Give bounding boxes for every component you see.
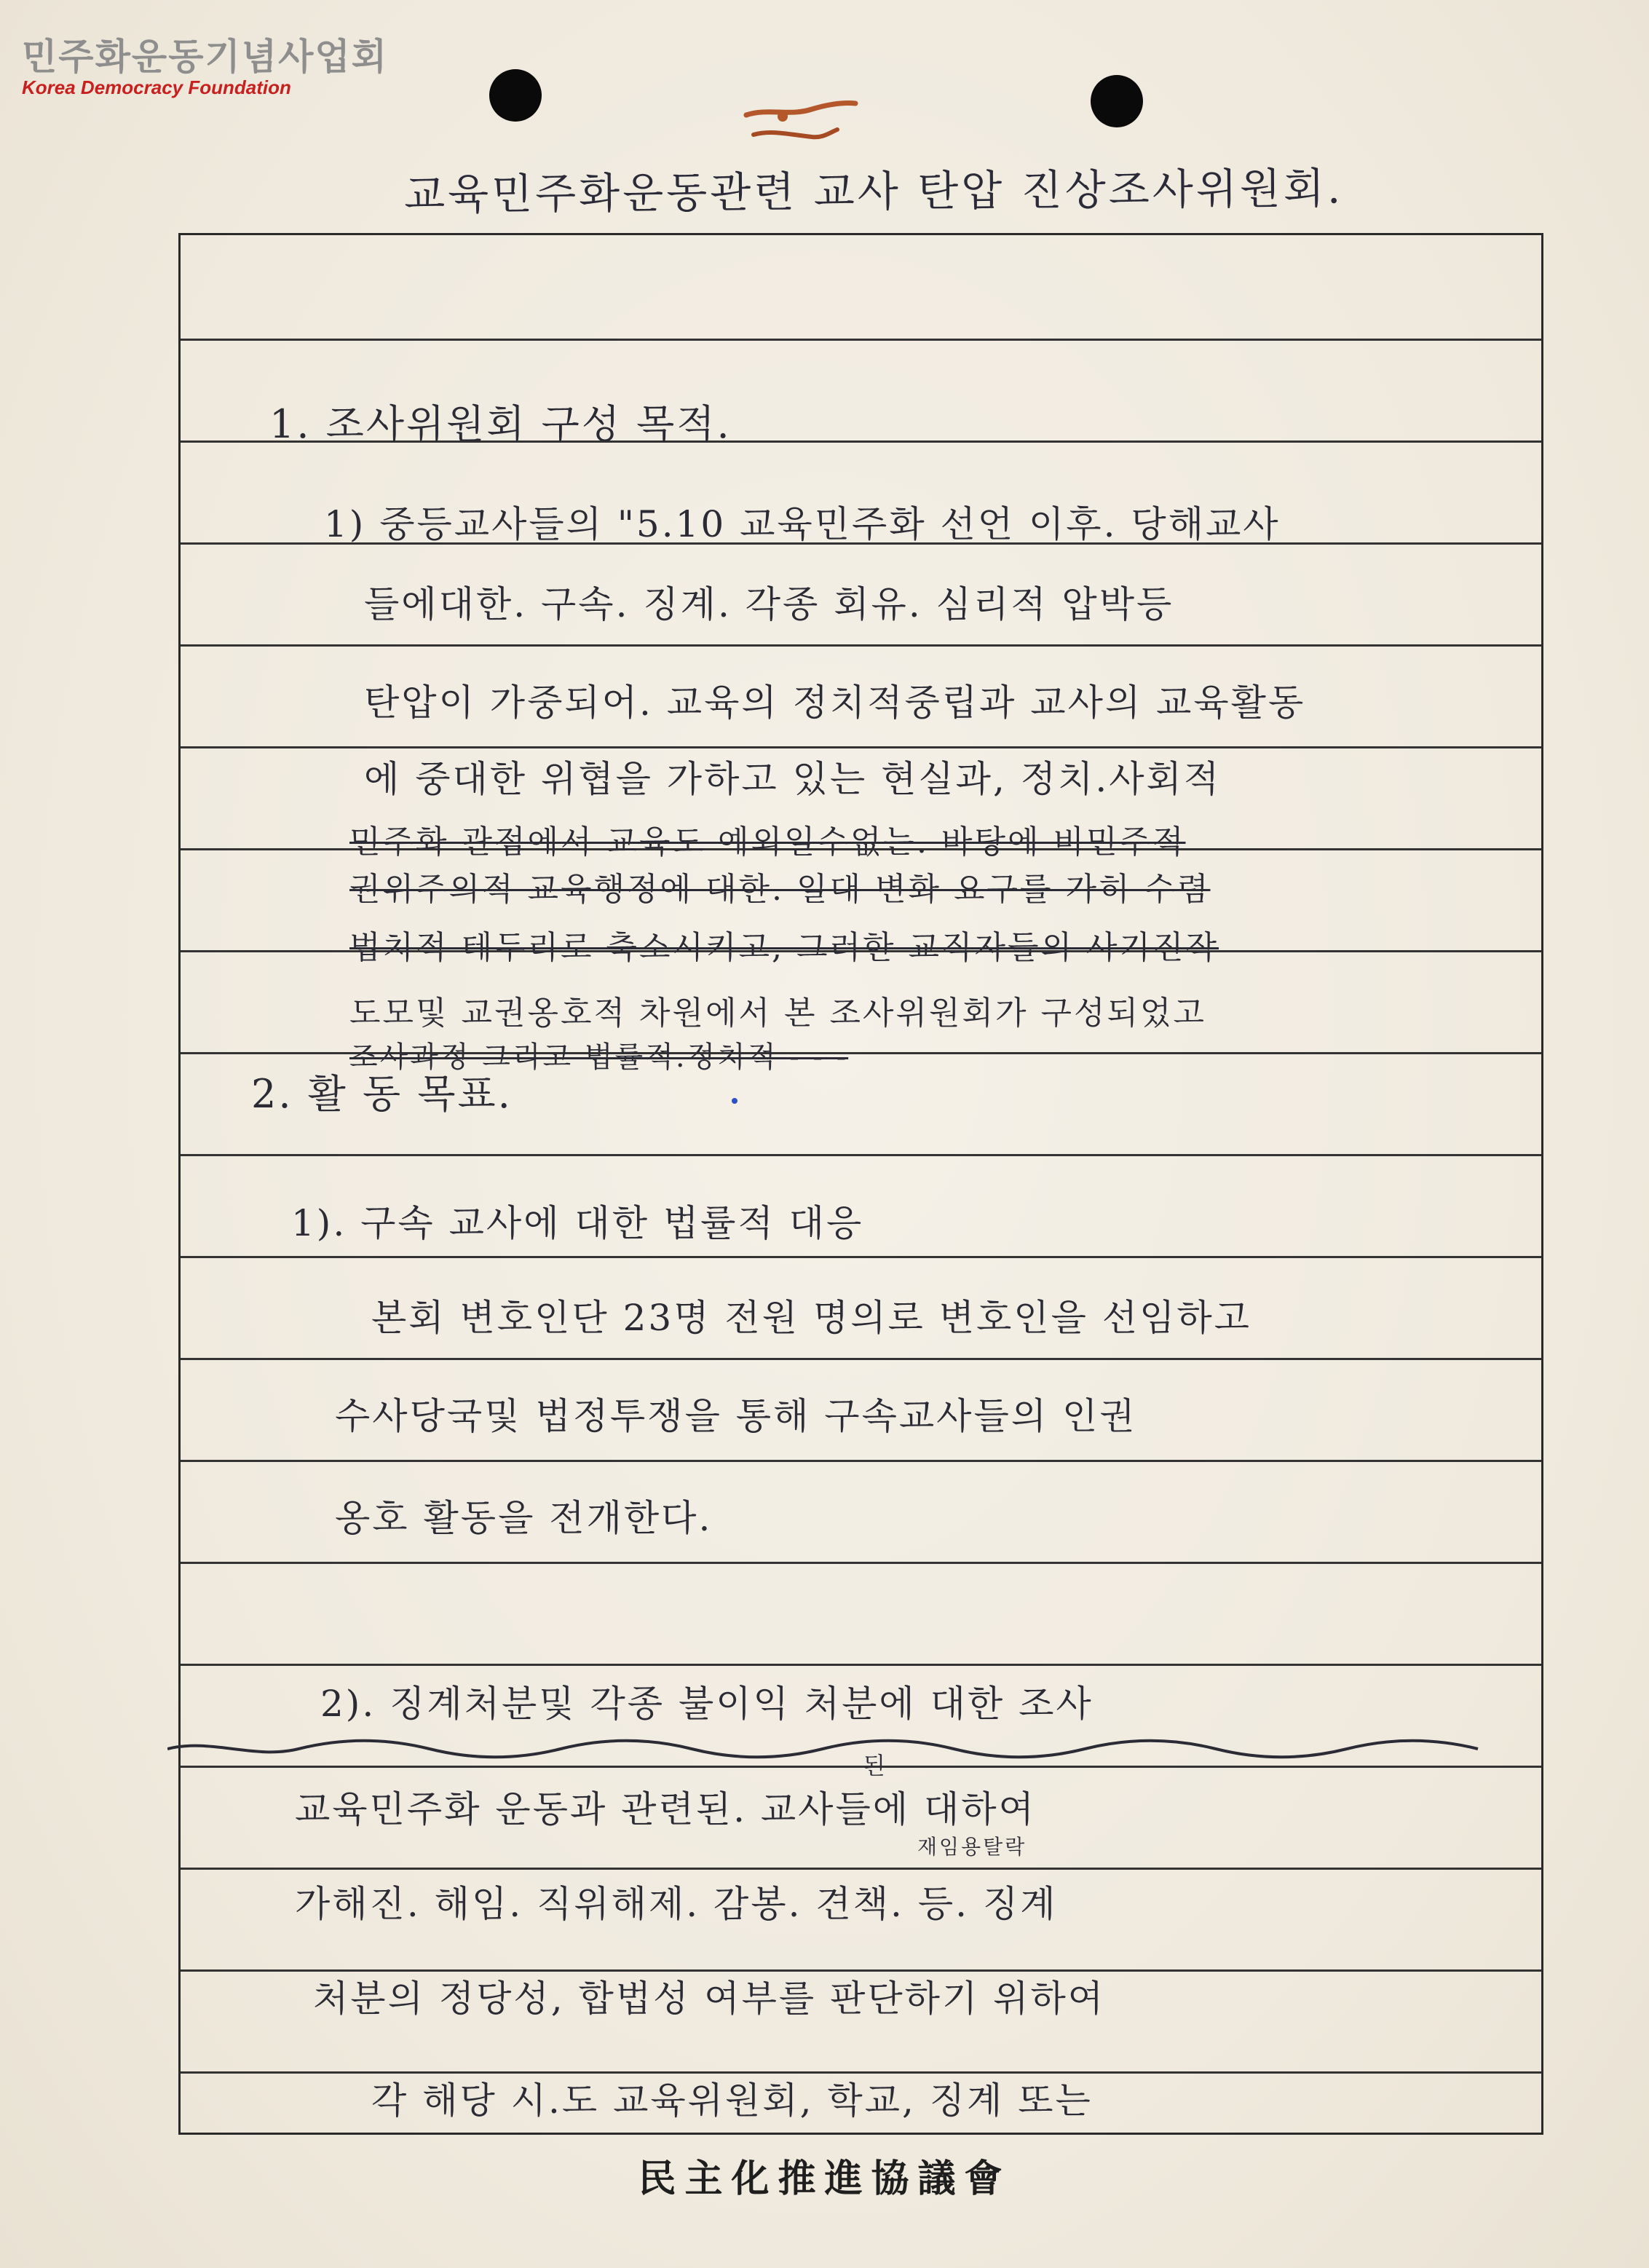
ruled-line xyxy=(181,746,1541,748)
ruled-line xyxy=(181,1868,1541,1870)
wavy-underline xyxy=(167,1734,1536,1763)
struck-text-line: 법치적 테두리로 축소시키고, 그러한 교직자들의 사기진작 xyxy=(349,929,1219,966)
text-line: 교육민주화 운동과 관련된. 교사들에 대하여 xyxy=(295,1788,1036,1830)
correction-insert: 된 xyxy=(863,1752,887,1779)
correction-insert: 재임용탈락 xyxy=(917,1835,1027,1859)
ruled-line xyxy=(181,1460,1541,1462)
punch-hole-right xyxy=(1091,75,1143,127)
document-title: 교육민주화운동관련 교사 탄압 진상조사위원회. xyxy=(403,163,1344,220)
text-line: 에 중대한 위협을 가하고 있는 현실과, 정치.사회적 xyxy=(364,758,1222,800)
struck-text-line: 민주화 관점에서 교육도 예외일수없는. 바탕에 비민주적 xyxy=(349,823,1186,861)
ruled-line xyxy=(181,1154,1541,1156)
wavy-underline xyxy=(124,1489,1543,1736)
struck-text-line: 조사과정 그리고 법률적.정치적 - - - xyxy=(349,1040,849,1074)
ink-dot xyxy=(732,1098,737,1104)
brown-ink-mark xyxy=(739,95,863,153)
section-heading-1: 1. 조사위원회 구성 목적. xyxy=(269,401,732,447)
text-line: 1) 중등교사들의 "5.10 교육민주화 선언 이후. 당해교사 xyxy=(324,503,1281,545)
ruled-line xyxy=(181,1358,1541,1360)
organization-footer: 民主化推進協議會 xyxy=(638,2157,1011,2201)
subheading: 2). 징계처분및 각종 불이익 처분에 대한 조사 xyxy=(320,1683,1094,1725)
watermark-english: Korea Democracy Foundation xyxy=(22,76,291,98)
ruled-line xyxy=(181,1766,1541,1768)
text-line: 처분의 정당성, 합법성 여부를 판단하기 위하여 xyxy=(313,1977,1106,2020)
text-line: 수사당국및 법정투쟁을 통해 구속교사들의 인권 xyxy=(335,1395,1137,1437)
watermark-korean: 민주화운동기념사업회 xyxy=(22,36,388,78)
ruled-line xyxy=(181,339,1541,341)
text-line: 본회 변호인단 23명 전원 명의로 변호인을 선임하고 xyxy=(371,1297,1251,1339)
text-line: 가해진. 해임. 직위해제. 감봉. 견책. 등. 징계 xyxy=(295,1883,1058,1925)
struck-text-line: 권위주의적 교육행정에 대한. 일대 변화 요구를 가히 수렴 xyxy=(349,871,1211,908)
text-line: 각 해당 시.도 교육위원회, 학교, 징계 또는 xyxy=(371,2079,1093,2122)
subheading: 1). 구속 교사에 대한 법률적 대응 xyxy=(291,1202,864,1244)
text-line: 들에대한. 구속. 징계. 각종 회유. 심리적 압박등 xyxy=(364,583,1174,625)
text-line: 도모및 교권옹호적 차원에서 본 조사위원회가 구성되었고 xyxy=(349,995,1207,1032)
ruled-line xyxy=(181,1256,1541,1258)
punch-hole-left xyxy=(489,69,542,122)
section-heading-2: 2. 활 동 목표. xyxy=(251,1071,513,1117)
text-line: 탄압이 가중되어. 교육의 정치적중립과 교사의 교육활동 xyxy=(364,681,1306,724)
text-line: 옹호 활동을 전개한다. xyxy=(335,1497,713,1539)
ruled-line xyxy=(181,644,1541,647)
